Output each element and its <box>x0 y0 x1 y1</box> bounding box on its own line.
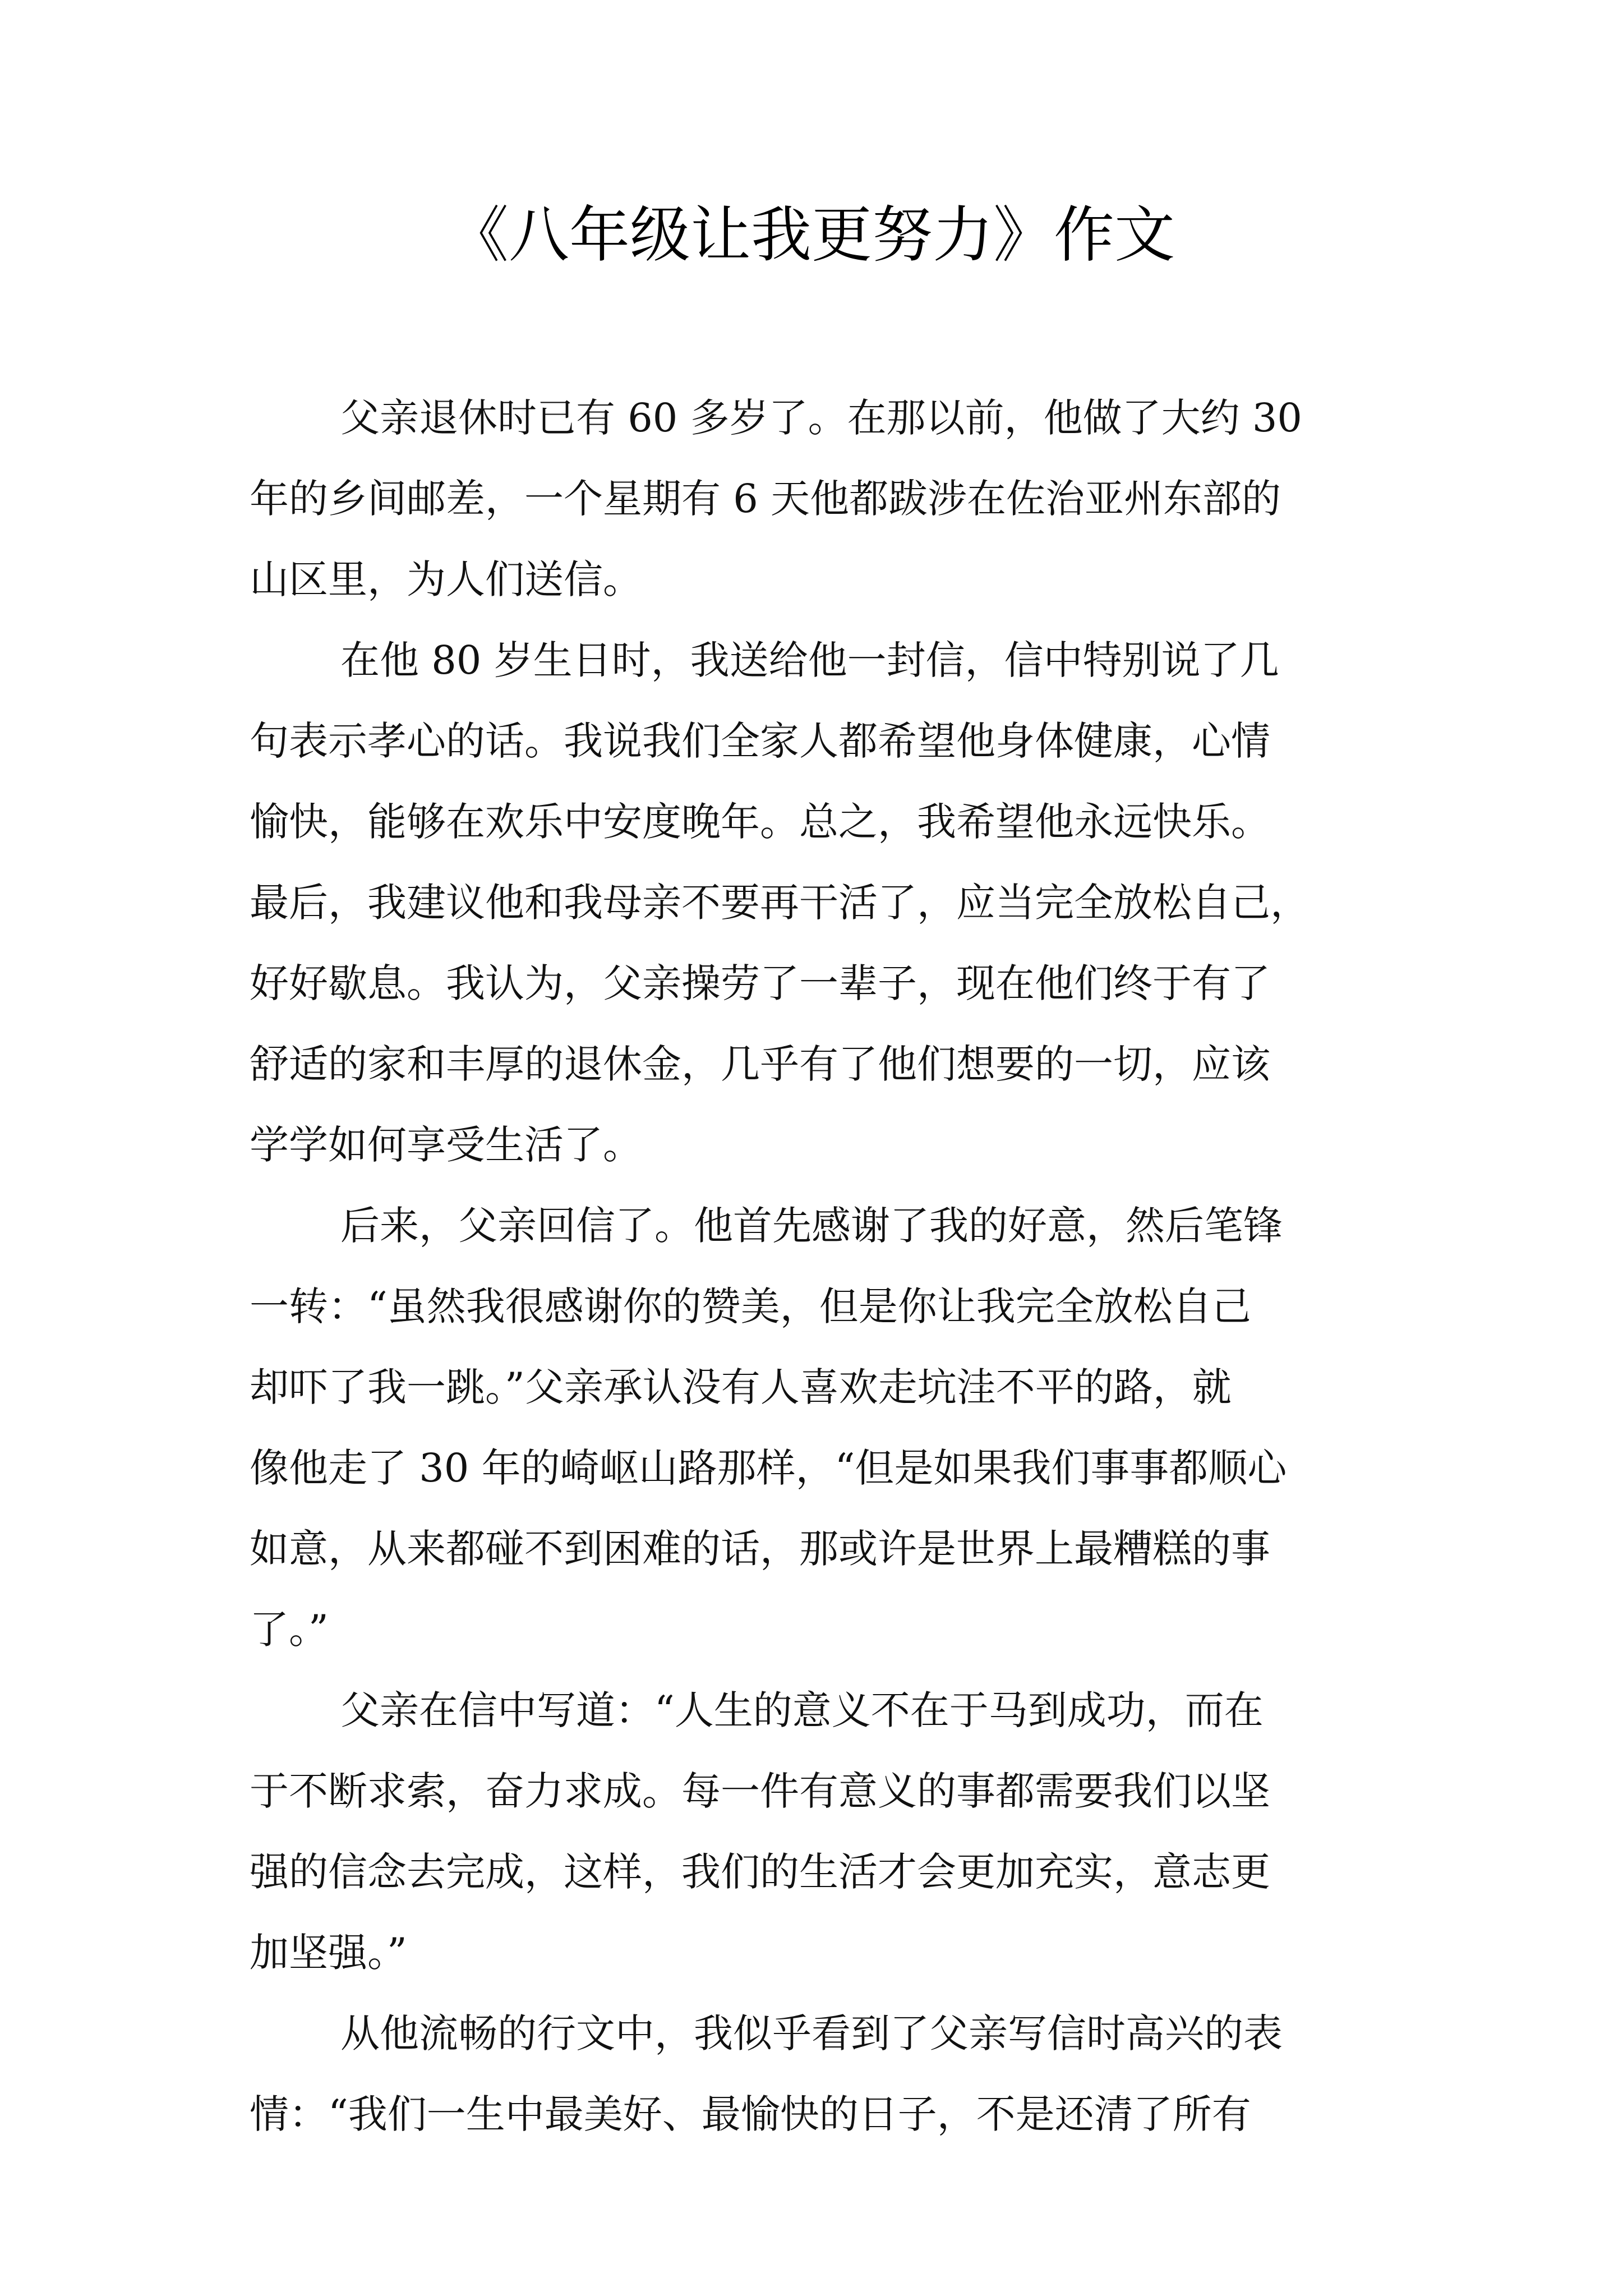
text-line: 像他走了 30 年的崎岖山路那样，“但是如果我们事事都顺心 <box>250 1445 1287 1491</box>
text-line: 强的信念去完成，这样，我们的生活才会更加充实，意志更 <box>250 1849 1270 1895</box>
paragraph-2 <box>250 620 1382 1185</box>
text-line: 一转：“虽然我很感谢你的赞美，但是你让我完全放松自己 <box>250 1283 1251 1329</box>
text-line: 父亲在信中写道：“人生的意义不在于马到成功，而在 <box>340 1687 1264 1733</box>
text-line: 后来，父亲回信了。他首先感谢了我的好意，然后笔锋 <box>340 1203 1283 1249</box>
document-body <box>250 378 1382 2155</box>
text-line: 舒适的家和丰厚的退休金，几乎有了他们想要的一切，应该 <box>250 1041 1270 1087</box>
paragraph-4 <box>250 1670 1382 1993</box>
document-title: 《八年级让我更努力》作文 <box>448 200 1175 270</box>
text-line: 却吓了我一跳。”父亲承认没有人喜欢走坑洼不平的路，就 <box>250 1364 1232 1410</box>
text-line: 年的乡间邮差，一个星期有 6 天他都跋涉在佐治亚州东部的 <box>250 476 1281 522</box>
text-line: 愉快，能够在欢乐中安度晚年。总之，我希望他永远快乐。 <box>250 799 1270 845</box>
paragraph-3 <box>250 1185 1382 1670</box>
text-line: 学学如何享受生活了。 <box>250 1122 642 1168</box>
text-line: 好好歇息。我认为，父亲操劳了一辈子，现在他们终于有了 <box>250 960 1270 1006</box>
text-line: 句表示孝心的话。我说我们全家人都希望他身体健康，心情 <box>250 718 1270 764</box>
text-line: 了。” <box>250 1607 329 1653</box>
text-line: 如意，从来都碰不到困难的话，那或许是世界上最糟糕的事 <box>250 1526 1270 1572</box>
paragraph-5 <box>250 1993 1382 2155</box>
paragraph-1 <box>250 378 1382 620</box>
text-line: 最后，我建议他和我母亲不要再干活了，应当完全放松自己， <box>250 880 1310 926</box>
text-line: 于不断求索，奋力求成。每一件有意义的事都需要我们以坚 <box>250 1768 1270 1814</box>
text-line: 父亲退休时已有 60 多岁了。在那以前，他做了大约 30 <box>340 395 1302 441</box>
text-line: 山区里，为人们送信。 <box>250 556 642 602</box>
text-line: 加坚强。” <box>250 1930 407 1976</box>
text-line: 在他 80 岁生日时，我送给他一封信，信中特别说了几 <box>340 637 1279 683</box>
text-line: 情：“我们一生中最美好、最愉快的日子，不是还清了所有 <box>250 2091 1251 2137</box>
text-line: 从他流畅的行文中，我似乎看到了父亲写信时高兴的表 <box>340 2010 1283 2056</box>
